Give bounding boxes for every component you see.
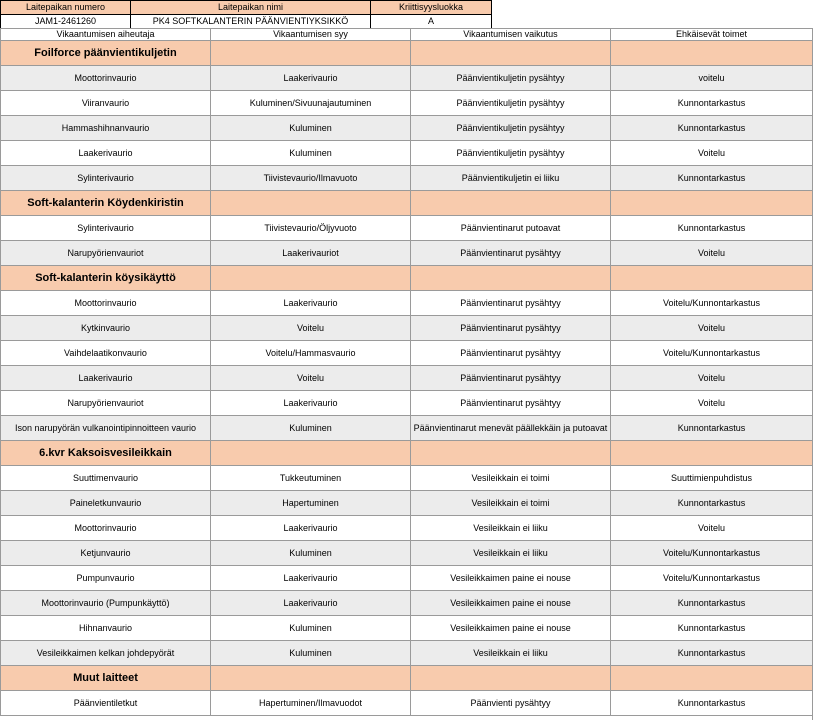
reason-cell[interactable]: Hapertuminen bbox=[211, 491, 411, 516]
header-label-criticality: Kriittisyysluokka bbox=[371, 1, 492, 15]
action-cell[interactable]: Voitelu bbox=[611, 141, 813, 166]
section-empty-cell[interactable] bbox=[211, 666, 411, 691]
section-title[interactable]: Foilforce päänvientikuljetin bbox=[1, 41, 211, 66]
action-cell[interactable]: Voitelu/Kunnontarkastus bbox=[611, 541, 813, 566]
table-row bbox=[1, 566, 813, 591]
cause-cell[interactable]: Kytkinvaurio bbox=[1, 316, 211, 341]
cause-cell[interactable]: Paineletkunvaurio bbox=[1, 491, 211, 516]
reason-cell[interactable]: Tiivistevaurio/Öljyvuoto bbox=[211, 216, 411, 241]
action-cell[interactable]: Suuttimienpuhdistus bbox=[611, 466, 813, 491]
effect-cell[interactable]: Vesileikkaimen paine ei nouse bbox=[411, 591, 611, 616]
section-header-row bbox=[1, 41, 813, 66]
reason-cell[interactable]: Laakerivaurio bbox=[211, 516, 411, 541]
header-label-name: Laitepaikan nimi bbox=[131, 1, 371, 15]
effect-cell[interactable]: Päänvientikuljetin pysähtyy bbox=[411, 116, 611, 141]
header-value-criticality[interactable]: A bbox=[371, 15, 492, 29]
action-cell[interactable]: voitelu bbox=[611, 66, 813, 91]
cause-cell[interactable]: Moottorinvaurio bbox=[1, 66, 211, 91]
reason-cell[interactable]: Tukkeutuminen bbox=[211, 466, 411, 491]
section-empty-cell[interactable] bbox=[611, 191, 813, 216]
column-header[interactable]: Vikaantumisen aiheutaja bbox=[1, 29, 211, 41]
effect-cell[interactable]: Vesileikkain ei liiku bbox=[411, 641, 611, 666]
cause-cell[interactable]: Hihnanvaurio bbox=[1, 616, 211, 641]
table-row bbox=[1, 116, 813, 141]
table-row bbox=[1, 591, 813, 616]
column-header-row bbox=[1, 29, 813, 41]
section-empty-cell[interactable] bbox=[611, 41, 813, 66]
reason-cell[interactable]: Kuluminen/Sivuunajautuminen bbox=[211, 91, 411, 116]
section-title[interactable]: Muut laitteet bbox=[1, 666, 211, 691]
action-cell[interactable]: Voitelu bbox=[611, 316, 813, 341]
action-cell[interactable]: Voitelu bbox=[611, 241, 813, 266]
action-cell[interactable]: Kunnontarkastus bbox=[611, 216, 813, 241]
effect-cell[interactable]: Päänvientikuljetin pysähtyy bbox=[411, 66, 611, 91]
header-info-table bbox=[0, 0, 492, 29]
effect-cell[interactable]: Päänvientinarut menevät päällekkäin ja putoavat bbox=[411, 416, 611, 441]
effect-cell[interactable]: Päänvientinarut pysähtyy bbox=[411, 241, 611, 266]
effect-cell[interactable]: Vesileikkain ei liiku bbox=[411, 541, 611, 566]
effect-cell[interactable]: Vesileikkain ei toimi bbox=[411, 466, 611, 491]
table-row bbox=[1, 391, 813, 416]
cause-cell[interactable]: Suuttimenvaurio bbox=[1, 466, 211, 491]
effect-cell[interactable]: Päänvientikuljetin pysähtyy bbox=[411, 141, 611, 166]
action-cell[interactable]: Voitelu bbox=[611, 391, 813, 416]
section-title[interactable]: Soft-kalanterin Köydenkiristin bbox=[1, 191, 211, 216]
cause-cell[interactable]: Viiranvaurio bbox=[1, 91, 211, 116]
effect-cell[interactable]: Päänvientikuljetin pysähtyy bbox=[411, 91, 611, 116]
action-cell[interactable]: Kunnontarkastus bbox=[611, 91, 813, 116]
effect-cell[interactable]: Vesileikkaimen paine ei nouse bbox=[411, 616, 611, 641]
failure-analysis-table bbox=[0, 28, 813, 716]
reason-cell[interactable]: Kuluminen bbox=[211, 116, 411, 141]
section-empty-cell[interactable] bbox=[211, 191, 411, 216]
reason-cell[interactable]: Tiivistevaurio/Ilmavuoto bbox=[211, 166, 411, 191]
cause-cell[interactable]: Laakerivaurio bbox=[1, 141, 211, 166]
cause-cell[interactable]: Vesileikkaimen kelkan johdepyörät bbox=[1, 641, 211, 666]
action-cell[interactable]: Kunnontarkastus bbox=[611, 416, 813, 441]
section-header-row bbox=[1, 191, 813, 216]
reason-cell[interactable]: Kuluminen bbox=[211, 641, 411, 666]
cause-cell[interactable]: Moottorinvaurio (Pumpunkäyttö) bbox=[1, 591, 211, 616]
table-row bbox=[1, 91, 813, 116]
cause-cell[interactable]: Sylinterivaurio bbox=[1, 166, 211, 191]
table-row bbox=[1, 291, 813, 316]
section-empty-cell[interactable] bbox=[411, 441, 611, 466]
section-header-row bbox=[1, 266, 813, 291]
header-label-row bbox=[1, 1, 492, 15]
effect-cell[interactable]: Päänvientikuljetin ei liiku bbox=[411, 166, 611, 191]
table-row bbox=[1, 216, 813, 241]
action-cell[interactable]: Voitelu/Kunnontarkastus bbox=[611, 341, 813, 366]
action-cell[interactable]: Voitelu bbox=[611, 516, 813, 541]
section-empty-cell[interactable] bbox=[211, 266, 411, 291]
reason-cell[interactable]: Laakerivaurio bbox=[211, 566, 411, 591]
effect-cell[interactable]: Päänvientinarut pysähtyy bbox=[411, 316, 611, 341]
action-cell[interactable]: Voitelu/Kunnontarkastus bbox=[611, 291, 813, 316]
effect-cell[interactable]: Vesileikkain ei liiku bbox=[411, 516, 611, 541]
cause-cell[interactable]: Narupyörienvauriot bbox=[1, 241, 211, 266]
table-row bbox=[1, 641, 813, 666]
reason-cell[interactable]: Kuluminen bbox=[211, 541, 411, 566]
cause-cell[interactable]: Hammashihnanvaurio bbox=[1, 116, 211, 141]
action-cell[interactable]: Kunnontarkastus bbox=[611, 616, 813, 641]
cause-cell[interactable]: Vaihdelaatikonvaurio bbox=[1, 341, 211, 366]
section-header-row bbox=[1, 666, 813, 691]
cause-cell[interactable]: Moottorinvaurio bbox=[1, 516, 211, 541]
column-header[interactable]: Vikaantumisen syy bbox=[211, 29, 411, 41]
action-cell[interactable]: Voitelu/Kunnontarkastus bbox=[611, 566, 813, 591]
table-row bbox=[1, 366, 813, 391]
cause-cell[interactable]: Laakerivaurio bbox=[1, 366, 211, 391]
reason-cell[interactable]: Voitelu bbox=[211, 366, 411, 391]
cause-cell[interactable]: Sylinterivaurio bbox=[1, 216, 211, 241]
table-row bbox=[1, 616, 813, 641]
cause-cell[interactable]: Narupyörienvauriot bbox=[1, 391, 211, 416]
table-row bbox=[1, 541, 813, 566]
table-row bbox=[1, 341, 813, 366]
action-cell[interactable]: Kunnontarkastus bbox=[611, 491, 813, 516]
effect-cell[interactable]: Päänvientinarut putoavat bbox=[411, 216, 611, 241]
effect-cell[interactable]: Päänvienti pysähtyy bbox=[411, 691, 611, 716]
reason-cell[interactable]: Hapertuminen/Ilmavuodot bbox=[211, 691, 411, 716]
effect-cell[interactable]: Vesileikkain ei toimi bbox=[411, 491, 611, 516]
header-value-number[interactable]: JAM1-2461260 bbox=[1, 15, 131, 29]
section-title[interactable]: Soft-kalanterin köysikäyttö bbox=[1, 266, 211, 291]
section-title[interactable]: 6.kvr Kaksoisvesileikkain bbox=[1, 441, 211, 466]
section-empty-cell[interactable] bbox=[211, 41, 411, 66]
section-empty-cell[interactable] bbox=[211, 441, 411, 466]
reason-cell[interactable]: Kuluminen bbox=[211, 141, 411, 166]
section-empty-cell[interactable] bbox=[611, 666, 813, 691]
table-row bbox=[1, 141, 813, 166]
cause-cell[interactable]: Ison narupyörän vulkanointipinnoitteen vaurio bbox=[1, 416, 211, 441]
action-cell[interactable]: Kunnontarkastus bbox=[611, 591, 813, 616]
table-row bbox=[1, 516, 813, 541]
section-empty-cell[interactable] bbox=[411, 191, 611, 216]
reason-cell[interactable]: Laakerivaurio bbox=[211, 66, 411, 91]
table-row bbox=[1, 66, 813, 91]
column-header[interactable]: Ehkäisevät toimet bbox=[611, 29, 813, 41]
cause-cell[interactable]: Päänvientiletkut bbox=[1, 691, 211, 716]
table-row bbox=[1, 416, 813, 441]
table-row bbox=[1, 691, 813, 716]
reason-cell[interactable]: Laakerivauriot bbox=[211, 241, 411, 266]
action-cell[interactable]: Kunnontarkastus bbox=[611, 691, 813, 716]
reason-cell[interactable]: Kuluminen bbox=[211, 616, 411, 641]
header-value-name[interactable]: PK4 SOFTKALANTERIN PÄÄNVIENTIYKSIKKÖ bbox=[131, 15, 371, 29]
effect-cell[interactable]: Vesileikkaimen paine ei nouse bbox=[411, 566, 611, 591]
section-empty-cell[interactable] bbox=[411, 41, 611, 66]
reason-cell[interactable]: Voitelu/Hammasvaurio bbox=[211, 341, 411, 366]
effect-cell[interactable]: Päänvientinarut pysähtyy bbox=[411, 291, 611, 316]
action-cell[interactable]: Kunnontarkastus bbox=[611, 116, 813, 141]
header-value-row bbox=[1, 15, 492, 29]
cause-cell[interactable]: Pumpunvaurio bbox=[1, 566, 211, 591]
cause-cell[interactable]: Ketjunvaurio bbox=[1, 541, 211, 566]
cause-cell[interactable]: Moottorinvaurio bbox=[1, 291, 211, 316]
effect-cell[interactable]: Päänvientinarut pysähtyy bbox=[411, 366, 611, 391]
reason-cell[interactable]: Voitelu bbox=[211, 316, 411, 341]
action-cell[interactable]: Kunnontarkastus bbox=[611, 166, 813, 191]
reason-cell[interactable]: Laakerivaurio bbox=[211, 291, 411, 316]
effect-cell[interactable]: Päänvientinarut pysähtyy bbox=[411, 391, 611, 416]
header-label-number: Laitepaikan numero bbox=[1, 1, 131, 15]
column-header[interactable]: Vikaantumisen vaikutus bbox=[411, 29, 611, 41]
reason-cell[interactable]: Laakerivaurio bbox=[211, 391, 411, 416]
section-header-row bbox=[1, 441, 813, 466]
table-row bbox=[1, 316, 813, 341]
table-row bbox=[1, 491, 813, 516]
table-row bbox=[1, 466, 813, 491]
section-empty-cell[interactable] bbox=[611, 441, 813, 466]
reason-cell[interactable]: Laakerivaurio bbox=[211, 591, 411, 616]
action-cell[interactable]: Kunnontarkastus bbox=[611, 641, 813, 666]
effect-cell[interactable]: Päänvientinarut pysähtyy bbox=[411, 341, 611, 366]
section-empty-cell[interactable] bbox=[611, 266, 813, 291]
table-row bbox=[1, 166, 813, 191]
table-row bbox=[1, 241, 813, 266]
action-cell[interactable]: Voitelu bbox=[611, 366, 813, 391]
section-empty-cell[interactable] bbox=[411, 266, 611, 291]
section-empty-cell[interactable] bbox=[411, 666, 611, 691]
reason-cell[interactable]: Kuluminen bbox=[211, 416, 411, 441]
